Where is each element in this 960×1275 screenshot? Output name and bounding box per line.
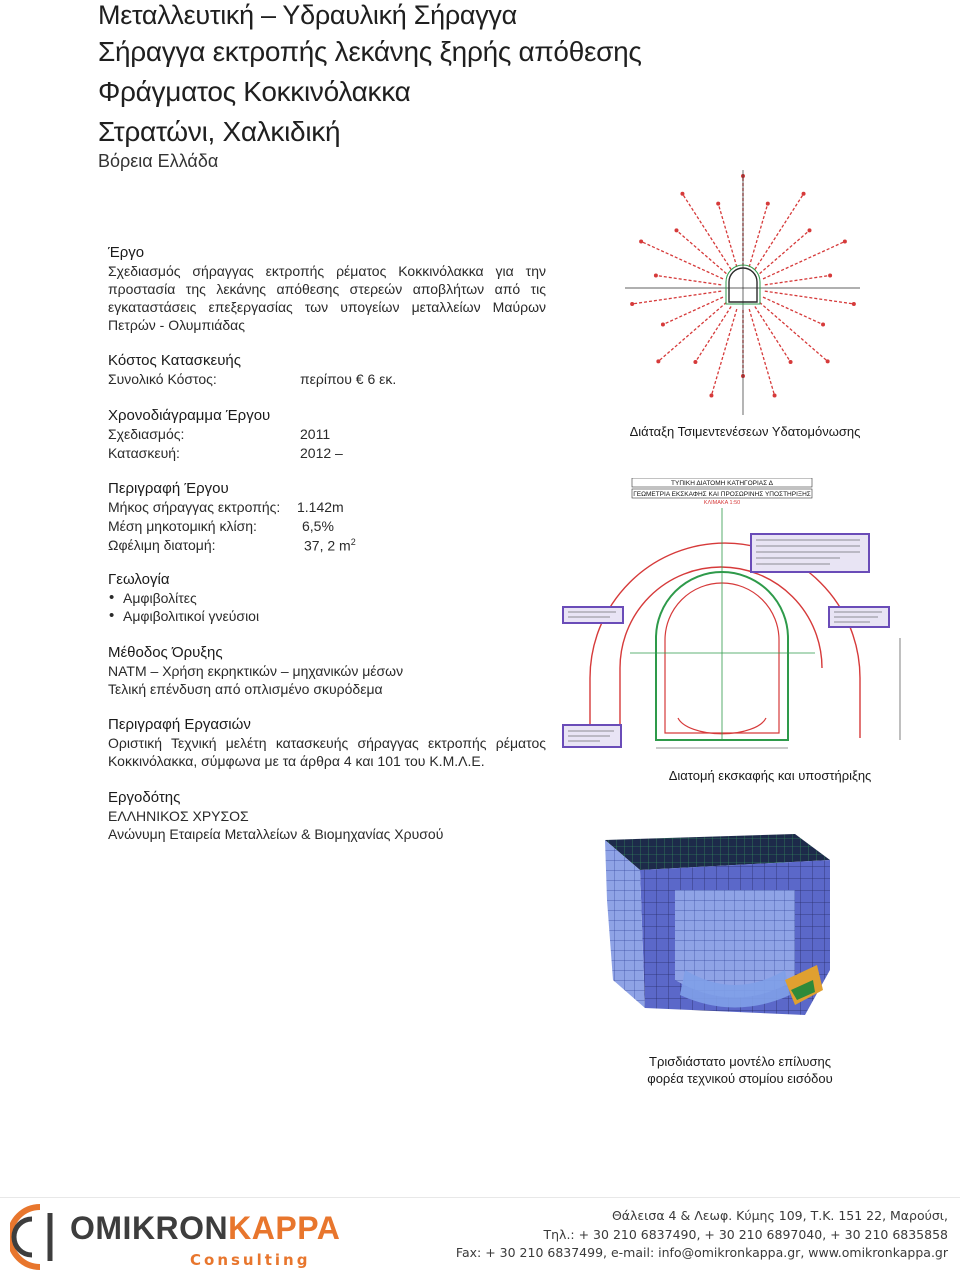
- grout-hole-end: [852, 302, 856, 306]
- grout-hole-end: [639, 239, 643, 243]
- grout-hole-ray: [765, 291, 854, 304]
- grout-hole-ray: [656, 275, 721, 284]
- figure-3-caption-line-2: φορέα τεχνικού στομίου εισόδου: [647, 1071, 833, 1086]
- method-line-2: Τελική επένδυση από οπλισμένο σκυρόδεμα: [108, 681, 383, 697]
- drawing-scale: ΚΛΙΜΑΚΑ 1:50: [703, 500, 741, 506]
- grout-hole-end: [630, 302, 634, 306]
- title-line-3: Φράγματος Κοκκινόλακκα: [98, 76, 411, 107]
- schedule-design-value: 2011: [300, 426, 331, 442]
- schedule-design-label: Σχεδιασμός:: [108, 426, 185, 442]
- grout-hole-end: [766, 202, 770, 206]
- section-label: Ωφέλιμη διατομή:: [108, 537, 216, 553]
- tunnel-length-label: Μήκος σήραγγας εκτροπής:: [108, 499, 281, 515]
- grout-hole-ray: [755, 194, 804, 270]
- grout-hole-ray: [760, 302, 828, 361]
- schedule-build-value: 2012 –: [300, 445, 343, 461]
- grouting-layout-drawing: [625, 170, 860, 415]
- grout-hole-ray: [695, 307, 731, 363]
- tunnel-length-value: 1.142m: [297, 499, 344, 515]
- geology-item: • Αμφιβολίτες: [123, 590, 197, 606]
- grout-hole-ray: [763, 297, 823, 324]
- excavation-cross-section-drawing: [560, 478, 955, 760]
- grout-hole-end: [773, 393, 777, 397]
- slope-label: Μέση μηκοτομική κλίση:: [108, 518, 257, 534]
- company-fax-email: Fax: + 30 210 6837499, e-mail: info@omikronkappa.gr, www.omikronkappa.gr: [455, 1245, 948, 1260]
- grout-hole-end: [821, 323, 825, 327]
- cost-heading: Κόστος Κατασκευής: [108, 352, 241, 369]
- geology-item: • Αμφιβολιτικοί γνεύσιοι: [123, 608, 259, 624]
- project-line-3: εγκαταστάσεις επεξεργασίας των υπογείων μεταλλείων Μαύρων: [108, 299, 546, 315]
- grout-hole-ray: [749, 309, 774, 395]
- company-logo-text: OMIKRONKAPPA: [70, 1210, 341, 1246]
- company-logo-subtitle: Consulting: [190, 1251, 311, 1269]
- grout-hole-end: [680, 192, 684, 196]
- title-line-4: Στρατώνι, Χαλκιδική: [98, 116, 341, 147]
- grout-hole-ray: [760, 230, 810, 273]
- grout-hole-ray: [658, 302, 726, 361]
- grout-hole-ray: [711, 309, 736, 395]
- title-line-5: Βόρεια Ελλάδα: [98, 151, 219, 171]
- title-line-2: Σήραγγα εκτροπής λεκάνης ξηρής απόθεσης: [98, 36, 642, 67]
- grout-hole-ray: [682, 194, 731, 270]
- method-line-1: NATM – Χρήση εκρηκτικών – μηχανικών μέσων: [108, 663, 404, 679]
- company-logo-mark: [10, 1203, 65, 1271]
- project-line-2: προστασία της λεκάνης απόθεσης στερεών αποβλήτων από τις: [108, 281, 546, 297]
- figure-2-caption: Διατομή εκσκαφής και υποστήριξης: [668, 768, 872, 783]
- schedule-heading: Χρονοδιάγραμμα Έργου: [108, 407, 271, 424]
- grout-hole-ray: [749, 204, 768, 267]
- grout-hole-ray: [765, 275, 830, 284]
- client-line-2: Ανώνυμη Εταιρεία Μεταλλείων & Βιομηχανίας Χρυσού: [108, 826, 444, 842]
- grout-hole-ray: [676, 230, 726, 273]
- company-phones: Τηλ.: + 30 210 6837490, + 30 210 6897040, + 30 210 6835858: [543, 1227, 948, 1242]
- project-line-4: Πετρών - Ολυμπιάδας: [108, 317, 245, 333]
- grout-hole-end: [843, 239, 847, 243]
- method-heading: Μέθοδος Όρυξης: [108, 644, 223, 661]
- grout-hole-end: [808, 228, 812, 232]
- grout-hole-ray: [632, 291, 721, 304]
- project-heading: Έργο: [108, 244, 145, 261]
- works-line-1: Οριστική Τεχνική μελέτη κατασκευής σήραγγας εκτροπής ρέματος: [108, 735, 546, 751]
- grout-hole-end: [828, 273, 832, 277]
- title-line-1: Μεταλλευτική – Υδραυλική Σήραγγα: [98, 0, 517, 30]
- company-address: Θάλεισα 4 & Λεωφ. Κύμης 109, Τ.Κ. 151 22, Μαρούσι,: [611, 1208, 948, 1223]
- geology-heading: Γεωλογία: [108, 571, 170, 588]
- section-value: 37, 2 $m^2$: [304, 537, 356, 554]
- drawing-title-2: ΓΕΩΜΕΤΡΙΑ ΕΚΣΚΑΦΗΣ ΚΑΙ ΠΡΟΣΩΡΙΝΗΣ ΥΠΟΣΤΗΡΙΞΗΣ: [633, 491, 811, 498]
- footer-divider: [0, 1197, 960, 1198]
- slope-value: 6,5%: [302, 518, 334, 534]
- drawing-title-1: ΤΥΠΙΚΗ ΔΙΑΤΟΜΗ ΚΑΤΗΓΟΡΙΑΣ Δ: [671, 480, 773, 487]
- client-line-1: ΕΛΛΗΝΙΚΟΣ ΧΡΥΣΟΣ: [108, 808, 249, 824]
- grout-hole-end: [716, 202, 720, 206]
- grout-hole-end: [674, 228, 678, 232]
- cost-value: περίπου € 6 εκ.: [300, 371, 397, 387]
- grout-hole-ray: [663, 297, 723, 324]
- grout-hole-end: [656, 359, 660, 363]
- figure-3-caption-line-1: Τρισδιάστατο μοντέλο επίλυσης: [649, 1054, 831, 1069]
- schedule-build-label: Κατασκευή:: [108, 445, 180, 461]
- grout-hole-end: [654, 273, 658, 277]
- grout-hole-end: [826, 359, 830, 363]
- 3d-portal-model-drawing: [585, 830, 850, 1030]
- cost-label: Συνολικό Κόστος:: [108, 371, 217, 387]
- works-heading: Περιγραφή Εργασιών: [108, 716, 251, 733]
- grout-hole-ray: [718, 204, 737, 267]
- grout-hole-end: [802, 192, 806, 196]
- project-line-1: Σχεδιασμός σήραγγας εκτροπής ρέματος Κοκκινόλακκα για την: [108, 263, 546, 279]
- client-heading: Εργοδότης: [108, 789, 181, 806]
- grout-hole-end: [709, 393, 713, 397]
- grout-hole-ray: [755, 307, 791, 363]
- grout-hole-end: [661, 323, 665, 327]
- figure-1-caption: Διάταξη Τσιμεντενέσεων Υδατομόνωσης: [629, 424, 861, 439]
- grout-hole-end: [789, 360, 793, 364]
- grout-hole-end: [693, 360, 697, 364]
- description-heading: Περιγραφή Έργου: [108, 480, 229, 497]
- works-line-2: Κοκκινόλακκα, σύμφωνα με τα άρθρα 4 και 101 του Κ.Μ.Λ.Ε.: [108, 753, 485, 769]
